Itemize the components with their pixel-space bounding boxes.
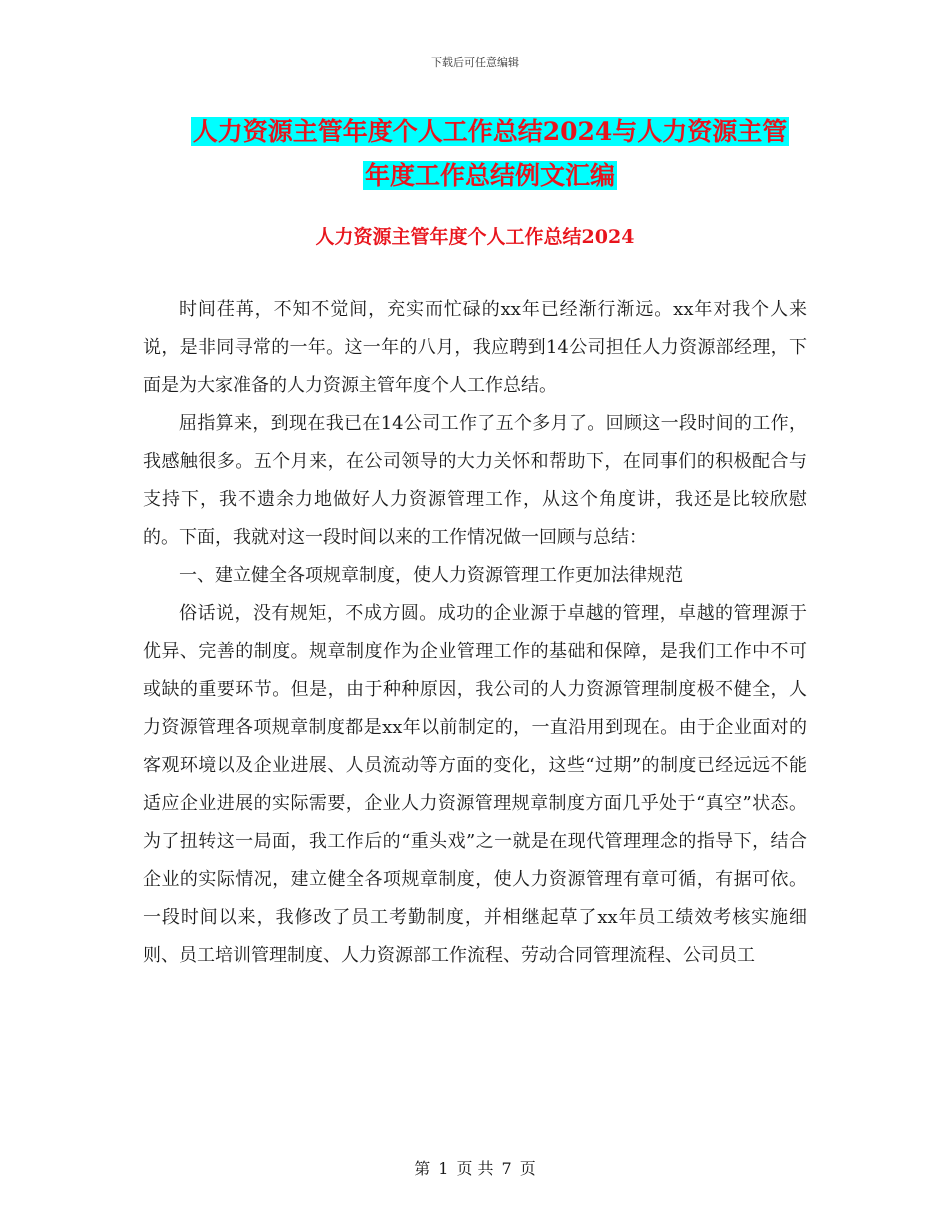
title-line-1: 人力资源主管年度个人工作总结2024与人力资源主管 bbox=[192, 117, 788, 146]
footer-current-page: 1 bbox=[438, 1159, 449, 1178]
footer-total-pages: 7 bbox=[501, 1159, 512, 1178]
body-text bbox=[143, 291, 807, 975]
paragraph-review: 屈指算来，到现在我已在14公司工作了五个多月了。回顾这一段时间的工作，我感触很多。五个月来，在公司领导的大力关怀和帮助下，在同事们的积极配合与支持下，我不遗余力地做好人力资源管理工作，从这个角度讲，我还是比较欣慰的。下面，我就对这一段时间以来的工作情况做一回顾与总结： bbox=[143, 413, 807, 548]
paragraph-heading-1: 一、建立健全各项规章制度，使人力资源管理工作更加法律规范 bbox=[179, 565, 683, 586]
paragraph-intro: 时间荏苒，不知不觉间，充实而忙碌的xx年已经渐行渐远。xx年对我个人来说，是非同寻常的一年。这一年的八月，我应聘到14公司担任人力资源部经理，下面是为大家准备的人力资源主管年度个人工作总结。 bbox=[143, 299, 807, 396]
title-line-2: 年度工作总结例文汇编 bbox=[364, 161, 615, 190]
document-title bbox=[150, 110, 830, 198]
footer-suffix: 页 bbox=[519, 1159, 536, 1178]
footer-prefix: 第 bbox=[414, 1159, 431, 1178]
paragraph-rules: 俗话说，没有规矩，不成方圆。成功的企业源于卓越的管理，卓越的管理源于优异、完善的制度。规章制度作为企业管理工作的基础和保障，是我们工作中不可或缺的重要环节。但是，由于种种原因，我公司的人力资源管理制度极不健全，人力资源管理各项规章制度都是xx年以前制定的，一直沿用到现在。由于企业面对的客观环境以及企业进展、人员流动等方面的变化，这些“过期”的制度已经远远不能适应企业进展的实际需要，企业人力资源管理规章制度方面几乎处于“真空”状态。为了扭转这一局面，我工作后的“重头戏”之一就是在现代管理理念的指导下，结合企业的实际情况，建立健全各项规章制度，使人力资源管理有章可循，有据可依。一段时间以来，我修改了员工考勤制度，并相继起草了xx年员工绩效考核实施细则、员工培训管理制度、人力资源部工作流程、劳动合同管理流程、公司员工 bbox=[143, 603, 807, 966]
page-footer bbox=[0, 1156, 950, 1179]
footer-middle: 页 共 bbox=[456, 1159, 494, 1178]
header-note: 下载后可任意编辑 bbox=[431, 56, 519, 69]
section-title: 人力资源主管年度个人工作总结2024 bbox=[315, 226, 635, 248]
